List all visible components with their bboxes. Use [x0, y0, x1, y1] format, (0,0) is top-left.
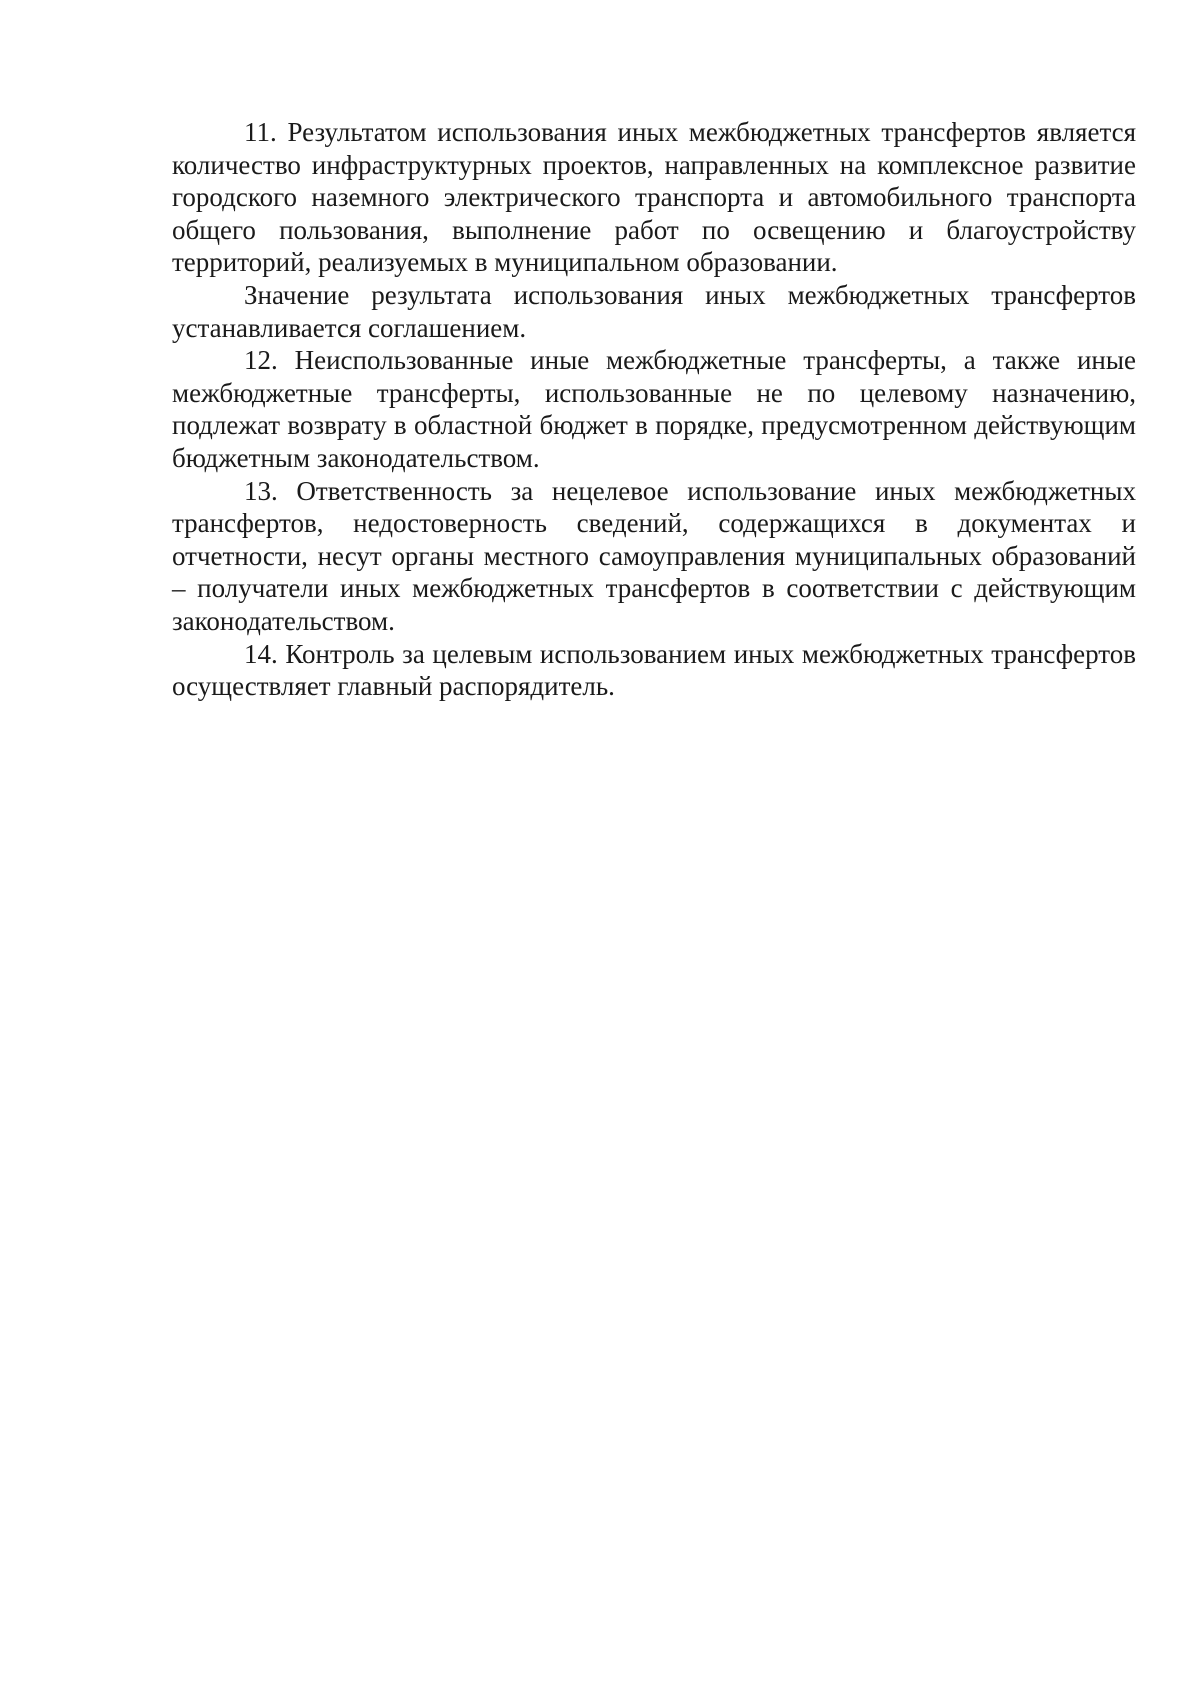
paragraph-12: 12. Неиспользованные иные межбюджетные трансферты, а также иные межбюджетные трансферты, использованные не по целевому назначению, подлежат возврату в областной бюджет в порядке, предусмотренном действующим бюджетным законодательством.	[172, 345, 1136, 473]
document-body	[172, 116, 1136, 703]
paragraph-14: 14. Контроль за целевым использованием иных межбюджетных трансфертов осуществляет главный распорядитель.	[172, 638, 1136, 702]
paragraph-13: 13. Ответственность за нецелевое использование иных межбюджетных трансфертов, недостоверность сведений, содержащихся в документах и отчетности, несут органы местного самоуправления муниципальных образований – получатели иных межбюджетных трансфертов в соответствии с действующим законодательством.	[172, 475, 1136, 636]
paragraph-11-value: Значение результата использования иных межбюджетных трансфертов устанавливается соглашением.	[172, 279, 1136, 343]
paragraph-11: 11. Результатом использования иных межбюджетных трансфертов является количество инфраструктурных проектов, направленных на комплексное развитие городского наземного электрического транспорта и автомобильного транспорта общего пользования, выполнение работ по освещению и благоустройству территорий, реализуемых в муниципальном образовании.	[172, 117, 1136, 278]
